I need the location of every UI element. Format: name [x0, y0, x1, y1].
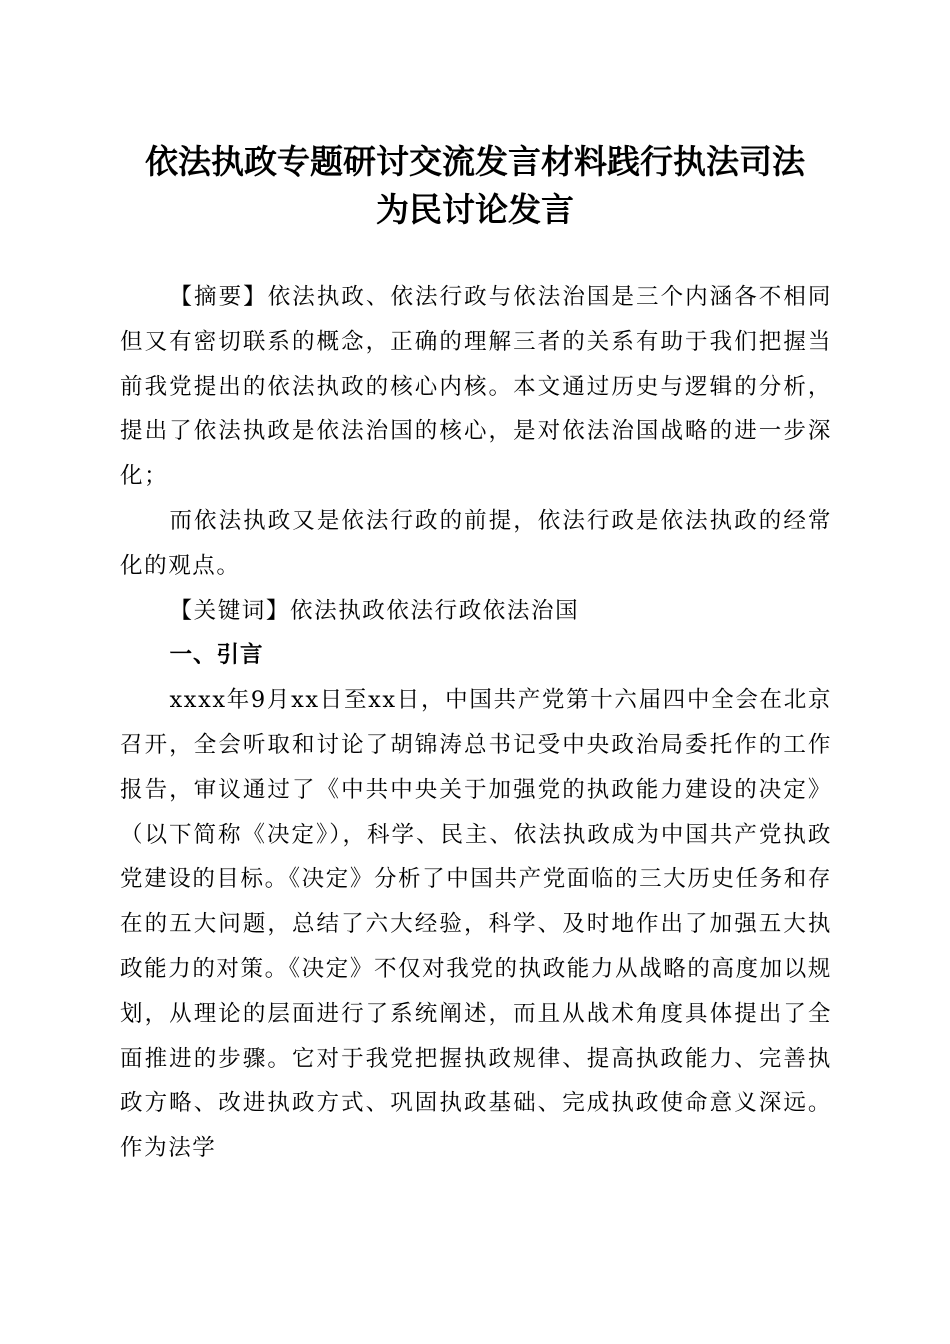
document-title — [110, 138, 840, 234]
section-paragraph: xxxx年9月xx日至xx日，中国共产党第十六届四中全会在北京召开，全会听取和讨论了胡锦涛总书记受中央政治局委托作的工作报告，审议通过了《中共中央关于加强党的执政能力建设的决定》（以下简称《决定》），科学、民主、依法执政成为中国共产党执政党建设的目标。《决定》分析了中国共产党面临的三大历史任务和存在的五大问题，总结了六大经验，科学、及时地作出了加强五大执政能力的对策。《决定》不仅对我党的执政能力从战略的高度加以规划，从理论的层面进行了系统阐述，而且从战术角度具体提出了全面推进的步骤。它对于我党把握执政规律、提高执政能力、完善执政方略、改进执政方式、巩固执政基础、完成执政使命意义深远。作为法学 — [120, 687, 832, 1162]
title-line-2: 为民讨论发言 — [376, 190, 574, 229]
abstract-continuation-paragraph: 而依法执政又是依法行政的前提，依法行政是依法执政的经常化的观点。 — [120, 507, 832, 579]
section-heading: 一、引言 — [169, 642, 264, 669]
document-body — [120, 275, 832, 1171]
keywords-paragraph: 【关键词】依法执政依法行政依法治国 — [169, 597, 580, 624]
title-line-1: 依法执政专题研讨交流发言材料践行执法司法 — [145, 142, 805, 181]
abstract-paragraph: 【摘要】依法执政、依法行政与依法治国是三个内涵各不相同但又有密切联系的概念，正确的理解三者的关系有助于我们把握当前我党提出的依法执政的核心内核。本文通过历史与逻辑的分析，提出了依法执政是依法治国的核心，是对依法治国战略的进一步深化； — [120, 284, 832, 490]
